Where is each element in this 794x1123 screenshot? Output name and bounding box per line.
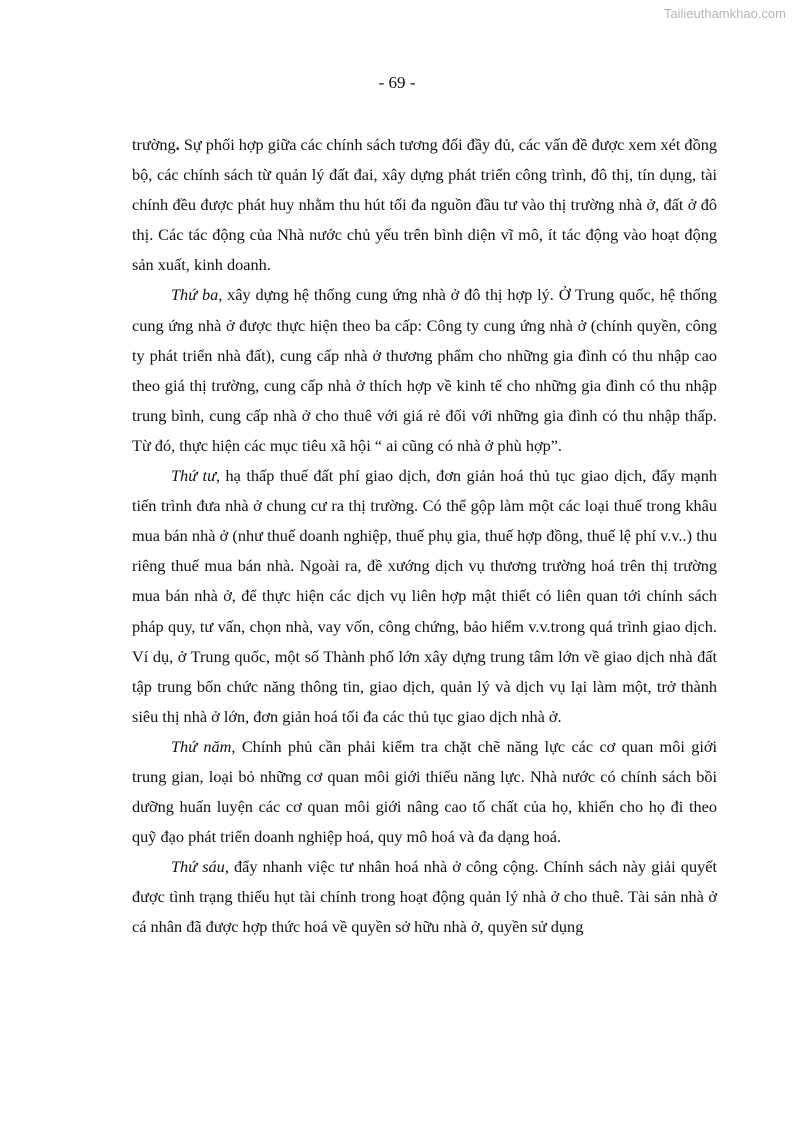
page-number: - 69 - [378, 73, 416, 92]
paragraph-4 [132, 732, 717, 852]
paragraph-5-lead: Thứ sáu, [171, 857, 229, 877]
paragraph-3-lead: Thứ tư, [171, 466, 221, 486]
paragraph-1 [132, 130, 717, 280]
paragraph-4-text: Chính phủ cần phải kiểm tra chặt chẽ năng lực các cơ quan môi giới trung gian, loại bỏ những cơ quan môi giới thiếu năng lực. Nhà nước có chính sách bồi dưỡng huấn luyện các cơ quan môi giới nâng cao tố chất của họ, khiến cho họ đi theo quỹ đạo phát triển doanh nghiệp hoá, quy mô hoá và đa dạng hoá. [132, 736, 717, 847]
paragraph-2-lead: Thứ ba, [171, 285, 223, 305]
paragraph-2-text: xây dựng hệ thống cung ứng nhà ở đô thị hợp lý. Ở Trung quốc, hệ thống cung ứng nhà ở được thực hiện theo ba cấp: Công ty cung ứng nhà ở (chính quyền, công ty phát triển nhà đất), cung cấp nhà ở thương phẩm cho những gia đình có thu nhập cao theo giá thị trường, cung cấp nhà ở thích hợp về kinh tế cho những gia đình có thu nhập trung bình, cung cấp nhà ở cho thuê với giá rẻ đối với những gia đình có thu nhập thấp. Từ đó, thực hiện các mục tiêu xã hội “ ai cũng có nhà ở phù hợp”. [132, 285, 718, 455]
paragraph-4-lead: Thứ năm, [171, 736, 236, 756]
paragraph-3 [132, 461, 717, 732]
paragraph-2 [132, 280, 717, 461]
document-body [132, 130, 717, 943]
paragraph-1-text: Sự phối hợp giữa các chính sách tương đối đầy đủ, các vấn đề được xem xét đồng bộ, các chính sách từ quản lý đất đai, xây dựng phát triển công trình, đô thị, tín dụng, tài chính đều được phát huy nhằm thu hút tối đa nguồn đầu tư vào thị trường nhà ở, đất ở đô thị. Các tác động của Nhà nước chủ yếu trên bình diện vĩ mô, ít tác động vào hoạt động sản xuất, kinh doanh. [132, 135, 717, 275]
paragraph-1-bold-period: . [175, 135, 180, 154]
paragraph-3-text: hạ thấp thuế đất phí giao dịch, đơn giản hoá thủ tục giao dịch, đẩy mạnh tiến trình đưa nhà ở chung cư ra thị trường. Có thể gộp làm một các loại thuế trong khâu mua bán nhà ở (như thuế doanh nghiệp, thuế phụ gia, thuế hợp đồng, thuế lệ phí v.v..) thu riêng thuế mua bán nhà. Ngoài ra, đề xướng dịch vụ thương trường hoá trên thị trường mua bán nhà ở, để thực hiện các dịch vụ liên hợp mật thiết có liên quan tới chính sách pháp quy, tư vấn, chọn nhà, vay vốn, công chứng, bảo hiểm v.v.trong quá trình giao dịch. Ví dụ, ở Trung quốc, một số Thành phố lớn xây dựng trung tâm lớn về giao dịch nhà đất tập trung bốn chức năng thông tin, giao dịch, quản lý và dịch vụ lại làm một, trở thành siêu thị nhà ở lớn, đơn giản hoá tối đa các thủ tục giao dịch nhà ở. [132, 466, 717, 726]
paragraph-5 [132, 852, 717, 942]
paragraph-5-text: đẩy nhanh việc tư nhân hoá nhà ở công cộng. Chính sách này giải quyết được tình trạng thiếu hụt tài chính trong hoạt động quản lý nhà ở cho thuê. Tài sản nhà ở cá nhân đã được hợp thức hoá về quyền sở hữu nhà ở, quyền sử dụng [132, 857, 717, 937]
watermark: Tailieuthamkhao.com [663, 6, 786, 21]
paragraph-1-start: trường [132, 135, 176, 154]
